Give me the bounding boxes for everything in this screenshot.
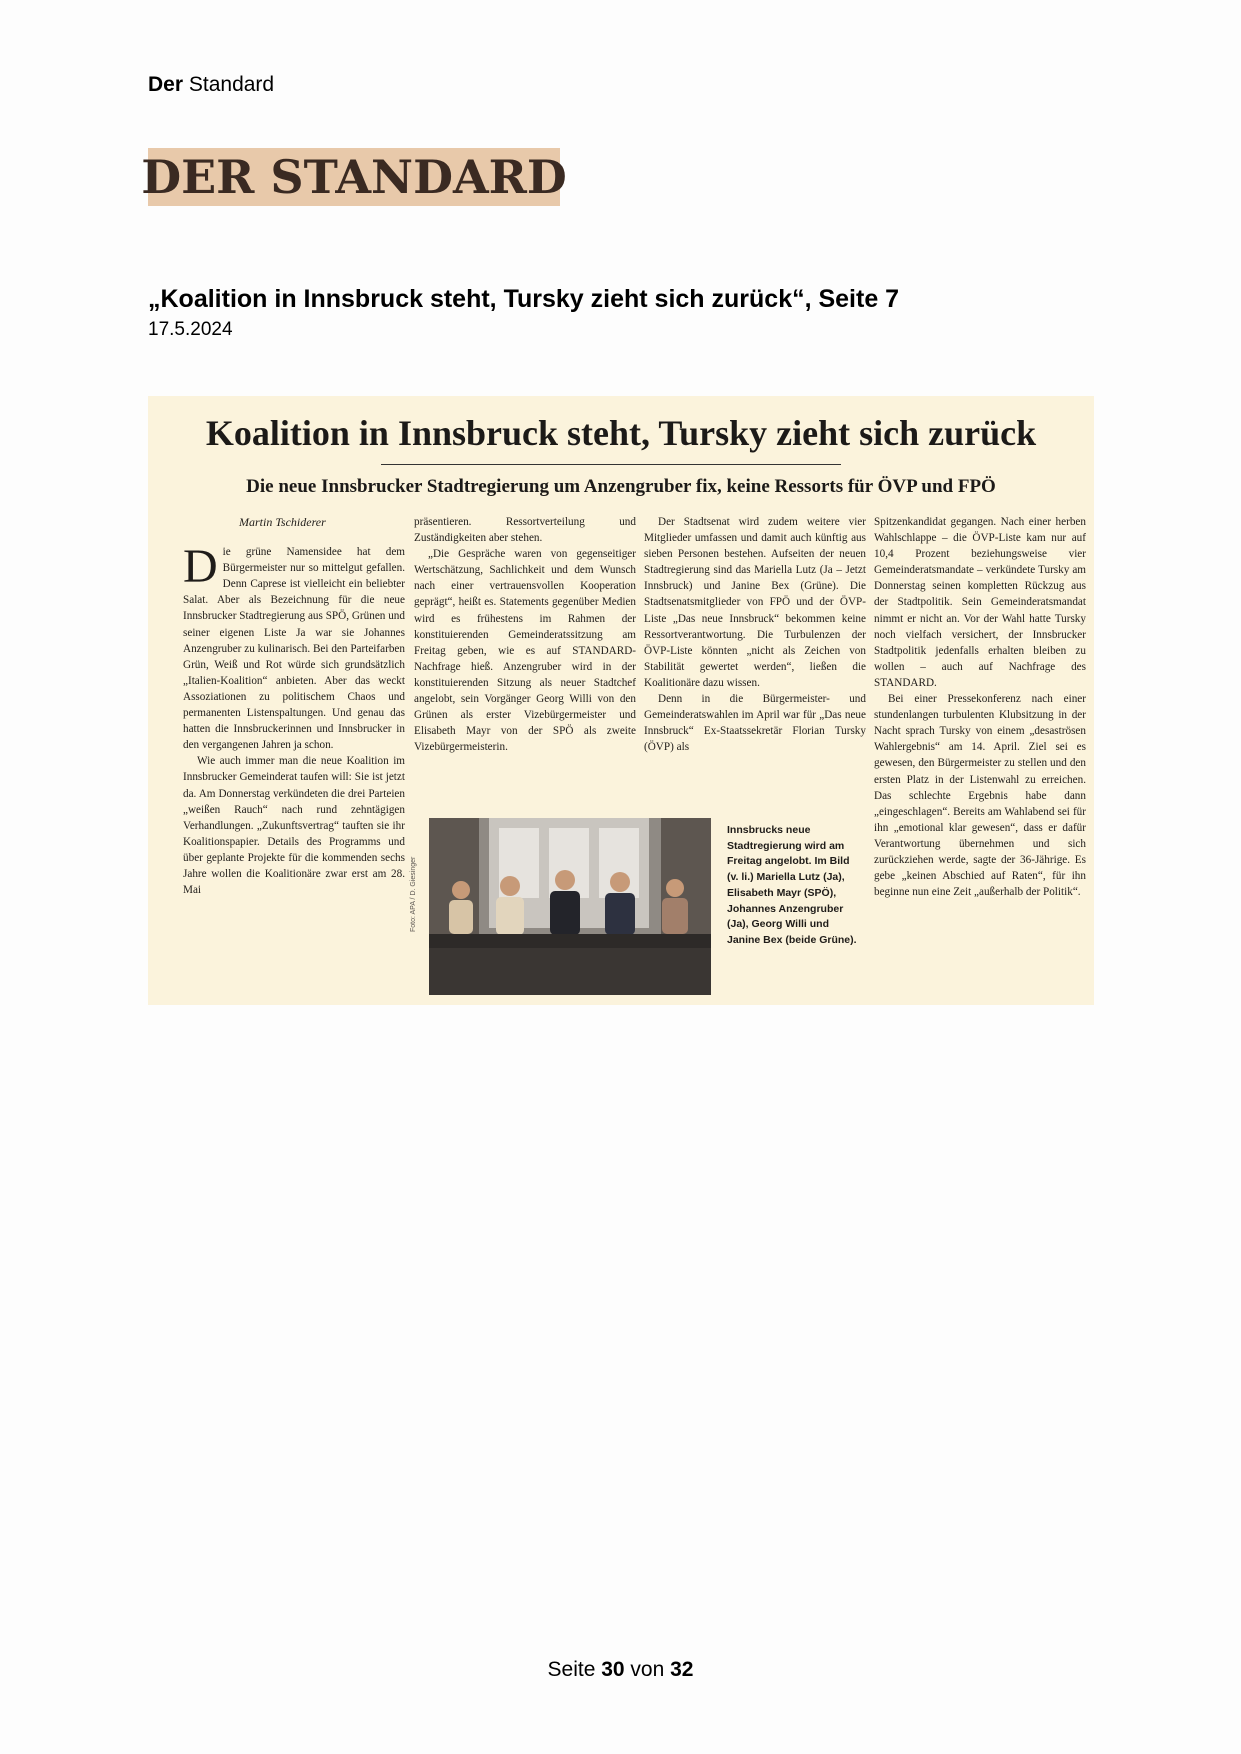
article-paragraph: präsentieren. Ressortverteilung und Zuständigkeiten aber stehen. [414, 516, 636, 545]
article-paragraph: Der Stadtsenat wird zudem weitere vier Mitglieder umfassen und damit auch künftig aus sieben Personen bestehen. Aufseiten der neuen Stadtregierung sind das Mariella Lutz (Ja – Jetzt Innsbruck) und Janine Bex (Grüne). Die Stadtsenatsmitglieder von FPÖ und der ÖVP-Liste „Das neue Innsbruck“ bekommen keine Ressortverantwortung. Die Turbulenzen der ÖVP-Liste könnten „nicht als Zeichen von Stabilität gewertet werden“, ließen die Koalitionäre dazu wissen. [644, 516, 866, 689]
article-subheadline: Die neue Innsbrucker Stadtregierung um Anzengruber fix, keine Ressorts für ÖVP und FPÖ [246, 476, 996, 497]
article-author: Martin Tschiderer [239, 515, 326, 529]
article-column-3 [644, 514, 866, 755]
article-paragraph: Bei einer Pressekonferenz nach einer stundenlangen turbulenten Klubsitzung in der Nacht sprach Tursky von einem „desaströsen Wahlergebnis“ am 14. April. Ziel sei es gewesen, den Bürgermeister zu stellen und den ersten Platz in der Listenwahl zu erreichen. Das schlechte Ergebnis habe dann „eingeschlagen“. Bereits am Wahlabend sei für ihn „emotional klar gewesen“, dass er dafür Verantwortung übernehmen und sich zurückziehen werde, sagte der 36-Jährige. Es gebe „keinen Abschied auf Raten“, für ihn beginne nun eine Zeit „außerhalb der Politik“. [874, 693, 1086, 899]
headline-rule [381, 464, 841, 465]
report-title: „Koalition in Innsbruck steht, Tursky zieht sich zurück“, Seite 7 [148, 285, 900, 313]
current-page-number: 30 [601, 1658, 625, 1681]
article-column-1 [183, 514, 405, 898]
article-column-2 [414, 514, 636, 755]
total-page-count: 32 [670, 1658, 694, 1681]
publication-name-bold: Der [148, 73, 184, 96]
article-paragraph: Spitzenkandidat gegangen. Nach einer herben Wahlschlappe – die ÖVP-Liste kam nur auf 10,4 Prozent beziehungsweise vier Gemeinderatsmandate – verkündete Tursky am Donnerstag seinen kompletten Rückzug aus der Stadtpolitik. Sein Gemeinderatsmandat nimmt er nicht an. Vor der Wahl hatte Tursky noch vielfach versichert, der Innsbrucker Stadtpolitik jedenfalls erhalten bleiben zu wollen – auch auf Nachfrage des STANDARD. [874, 516, 1086, 689]
newspaper-clipping [148, 396, 1094, 1005]
article-paragraph: „Die Gespräche waren von gegenseitiger Wertschätzung, Sachlichkeit und dem Wunsch nach einer vertrauensvollen Kooperation geprägt“, heißt es. Statements gegenüber Medien wird es frühestens im Rahmen der konstituierenden Gemeinderatssitzung am Freitag geben, wie es auf STANDARD-Nachfrage hieß. Anzengruber wird in der konstituierenden Sitzung als neuer Stadtchef angelobt, sein Vorgänger Georg Willi von den Grünen als erster Vizebürgermeister und Elisabeth Mayr von der SPÖ als zweite Vizebürgermeisterin. [414, 548, 636, 754]
publication-name [148, 73, 274, 97]
article-paragraph [183, 540, 405, 753]
dropcap: D [183, 540, 218, 594]
article-paragraph: Denn in die Bürgermeister- und Gemeinderatswahlen im April war für „Das neue Innsbruck“ Ex-Staatssekretär Florian Tursky (ÖVP) als [644, 693, 866, 754]
page-footer [0, 1658, 1241, 1682]
article-paragraph: Wie auch immer man die neue Koalition im Innsbrucker Gemeinderat taufen will: Sie ist jetzt da. Am Donnerstag verkündeten die drei Parteien „weißen Rauch“ nach rund zehntägigen Verhandlungen. „Zukunftsvertrag“ tauften sie ihr Koalitionspapier. Details des Programms und über geplante Projekte für die kommenden sechs Jahre wollen die Koalitionäre zwar erst am 28. Mai [183, 755, 405, 897]
footer-prefix: Seite [547, 1658, 602, 1681]
group-photo-image [429, 818, 711, 995]
publication-name-rest: Standard [183, 73, 275, 96]
photo-caption: Innsbrucks neue Stadtregierung wird am Freitag angelobt. Im Bild (v. li.) Mariella Lutz (Ja), Elisabeth Mayr (SPÖ), Johannes Anzengruber (Ja), Georg Willi und Janine Bex (beide Grüne). [727, 824, 857, 946]
masthead-logo [141, 148, 567, 206]
article-column-4 [874, 514, 1086, 900]
footer-middle: von [624, 1658, 671, 1681]
article-headline: Koalition in Innsbruck steht, Tursky zieht sich zurück [205, 413, 1037, 453]
photo-credit: Foto: APA / D. Giesinger [410, 856, 417, 932]
report-date: 17.5.2024 [148, 319, 233, 340]
paragraph-text: ie grüne Namensidee hat dem Bürgermeister nur so mittelgut gefallen. Denn Caprese ist vielleicht ein beliebter Salat. Aber als Bezeichnung für die neue Innsbrucker Stadtregierung aus SPÖ, Grünen und seiner eigenen Liste Ja war sie Johannes Anzengruber zu kulinarisch. Bei den Parteifarben Grün, Weiß und Rot würde sich grundsätzlich „Italien-Koalition“ anbieten. Aber das weckt Assoziationen zu politischem Chaos und permanenten Listenspaltungen. Und genau das hatten die Innsbruckerinnen und Innsbrucker in den vergangenen Jahren ja schon. [183, 546, 405, 752]
masthead-logo-text: DER STANDARD [141, 150, 567, 204]
article-photo [429, 818, 711, 995]
